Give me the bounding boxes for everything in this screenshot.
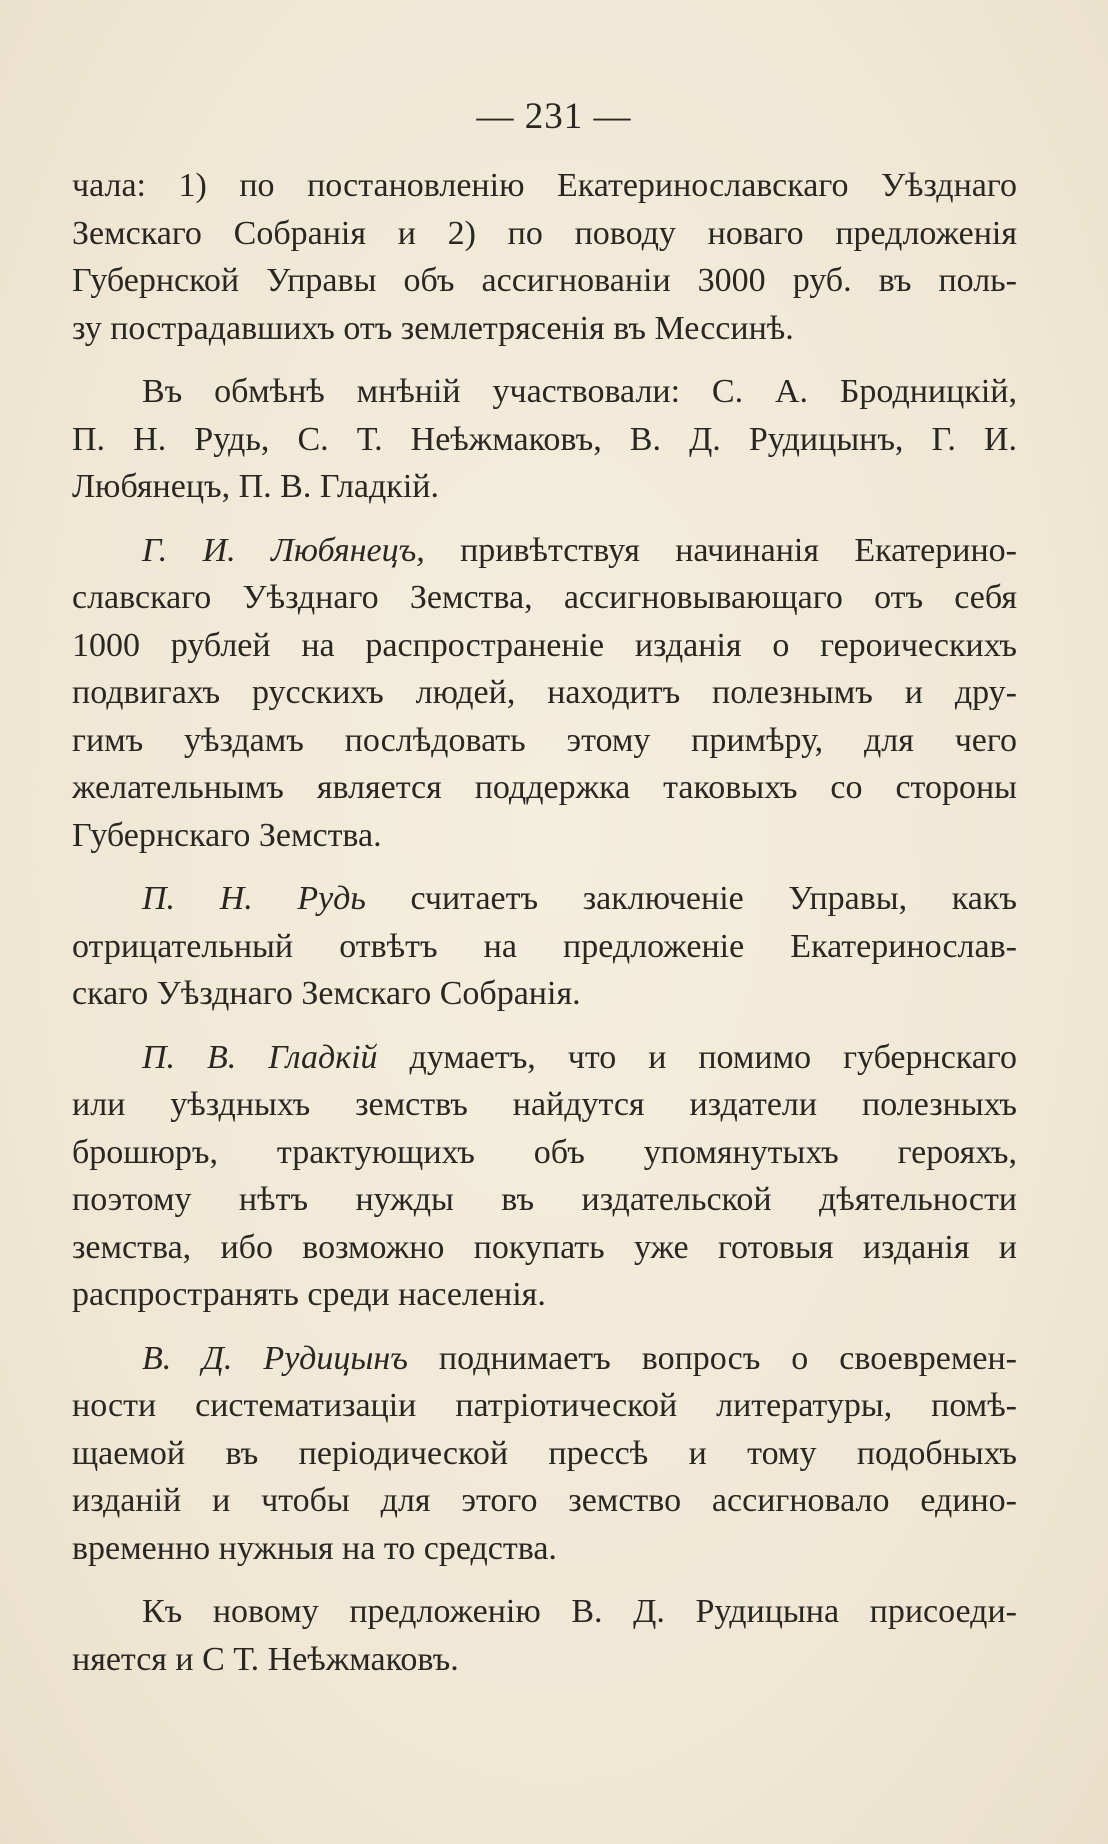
text-line: скаго Уѣзднаго Земскаго Собранія. <box>72 975 581 1012</box>
paragraph-1 <box>72 162 1017 352</box>
text-fragment: привѣтствуя начинанія Екатерино- <box>424 531 1017 569</box>
text-fragment: поднимаетъ вопросъ о своевремен- <box>407 1339 1017 1377</box>
text-line: славскаго Уѣзднаго Земства, ассигновывающаго отъ себя <box>72 579 1017 616</box>
text-line: земства, ибо возможно покупать уже готовыя изданія и <box>72 1228 1017 1266</box>
text-line: чала: 1) по постановленію Екатеринославскаго Уѣзднаго <box>72 167 1017 204</box>
page-number: — 231 — <box>476 96 632 137</box>
text-line: Къ новому предложенію В. Д. Рудицына присоеди- <box>142 1593 1017 1630</box>
speaker-name: П. В. Гладкій <box>142 1038 378 1076</box>
paragraph-7 <box>72 1588 1017 1683</box>
text-line: подвигахъ русскихъ людей, находитъ полезнымъ и дру- <box>72 674 1017 711</box>
paragraph-6 <box>72 1335 1017 1573</box>
text-line <box>72 875 1017 923</box>
text-line: изданій и чтобы для этого земство ассигновало едино- <box>72 1482 1017 1519</box>
text-line: Любянецъ, П. В. Гладкій. <box>72 468 439 505</box>
speaker-name: Г. И. Любянецъ, <box>142 531 425 569</box>
speaker-name: П. Н. Рудь <box>142 880 366 917</box>
text-line: П. Н. Рудь, С. Т. Неѣжмаковъ, В. Д. Рудицынъ, Г. И. <box>72 420 1017 458</box>
text-line: Въ обмѣнѣ мнѣній участвовали: С. А. Бродницкій, <box>142 373 1017 410</box>
text-line: щаемой въ періодической прессѣ и тому подобныхъ <box>72 1434 1017 1472</box>
text-line: отрицательный отвѣтъ на предложеніе Екатеринослав- <box>72 927 1017 965</box>
text-line: желательнымъ является поддержка таковыхъ со стороны <box>72 769 1017 806</box>
text-line: Губернской Управы объ ассигнованіи 3000 руб. въ поль- <box>72 262 1017 299</box>
paragraph-4 <box>72 875 1017 1018</box>
speaker-name: В. Д. Рудицынъ <box>142 1339 408 1377</box>
text-line: няется и С Т. Неѣжмаковъ. <box>72 1640 459 1678</box>
text-line: распространять среди населенія. <box>72 1276 546 1313</box>
text-line: поэтому нѣтъ нужды въ издательской дѣятельности <box>72 1181 1017 1218</box>
text-line: ности систематизаціи патріотической литературы, помѣ- <box>72 1387 1017 1424</box>
text-line <box>72 1034 1017 1082</box>
body-text <box>72 162 1017 1683</box>
text-line: Земскаго Собранія и 2) по поводу новаго предложенія <box>72 214 1017 252</box>
text-line: 1000 рублей на распространеніе изданія о героическихъ <box>72 626 1017 664</box>
paragraph-5 <box>72 1034 1017 1319</box>
text-line: или уѣздныхъ земствъ найдутся издатели полезныхъ <box>72 1086 1017 1123</box>
text-line: зу пострадавшихъ отъ землетрясенія въ Мессинѣ. <box>72 309 794 347</box>
text-fragment: считаетъ заключеніе Управы, какъ <box>365 880 1017 917</box>
text-line: Губернскаго Земства. <box>72 816 382 854</box>
paragraph-2 <box>72 368 1017 511</box>
text-line <box>72 527 1017 575</box>
text-fragment: думаетъ, что и помимо губернскаго <box>377 1038 1017 1076</box>
text-line <box>72 1335 1017 1383</box>
paragraph-3 <box>72 527 1017 860</box>
text-line: брошюръ, трактующихъ объ упомянутыхъ герояхъ, <box>72 1133 1017 1171</box>
text-line: временно нужныя на то средства. <box>72 1529 557 1567</box>
text-line: гимъ уѣздамъ послѣдовать этому примѣру, для чего <box>72 721 1017 759</box>
